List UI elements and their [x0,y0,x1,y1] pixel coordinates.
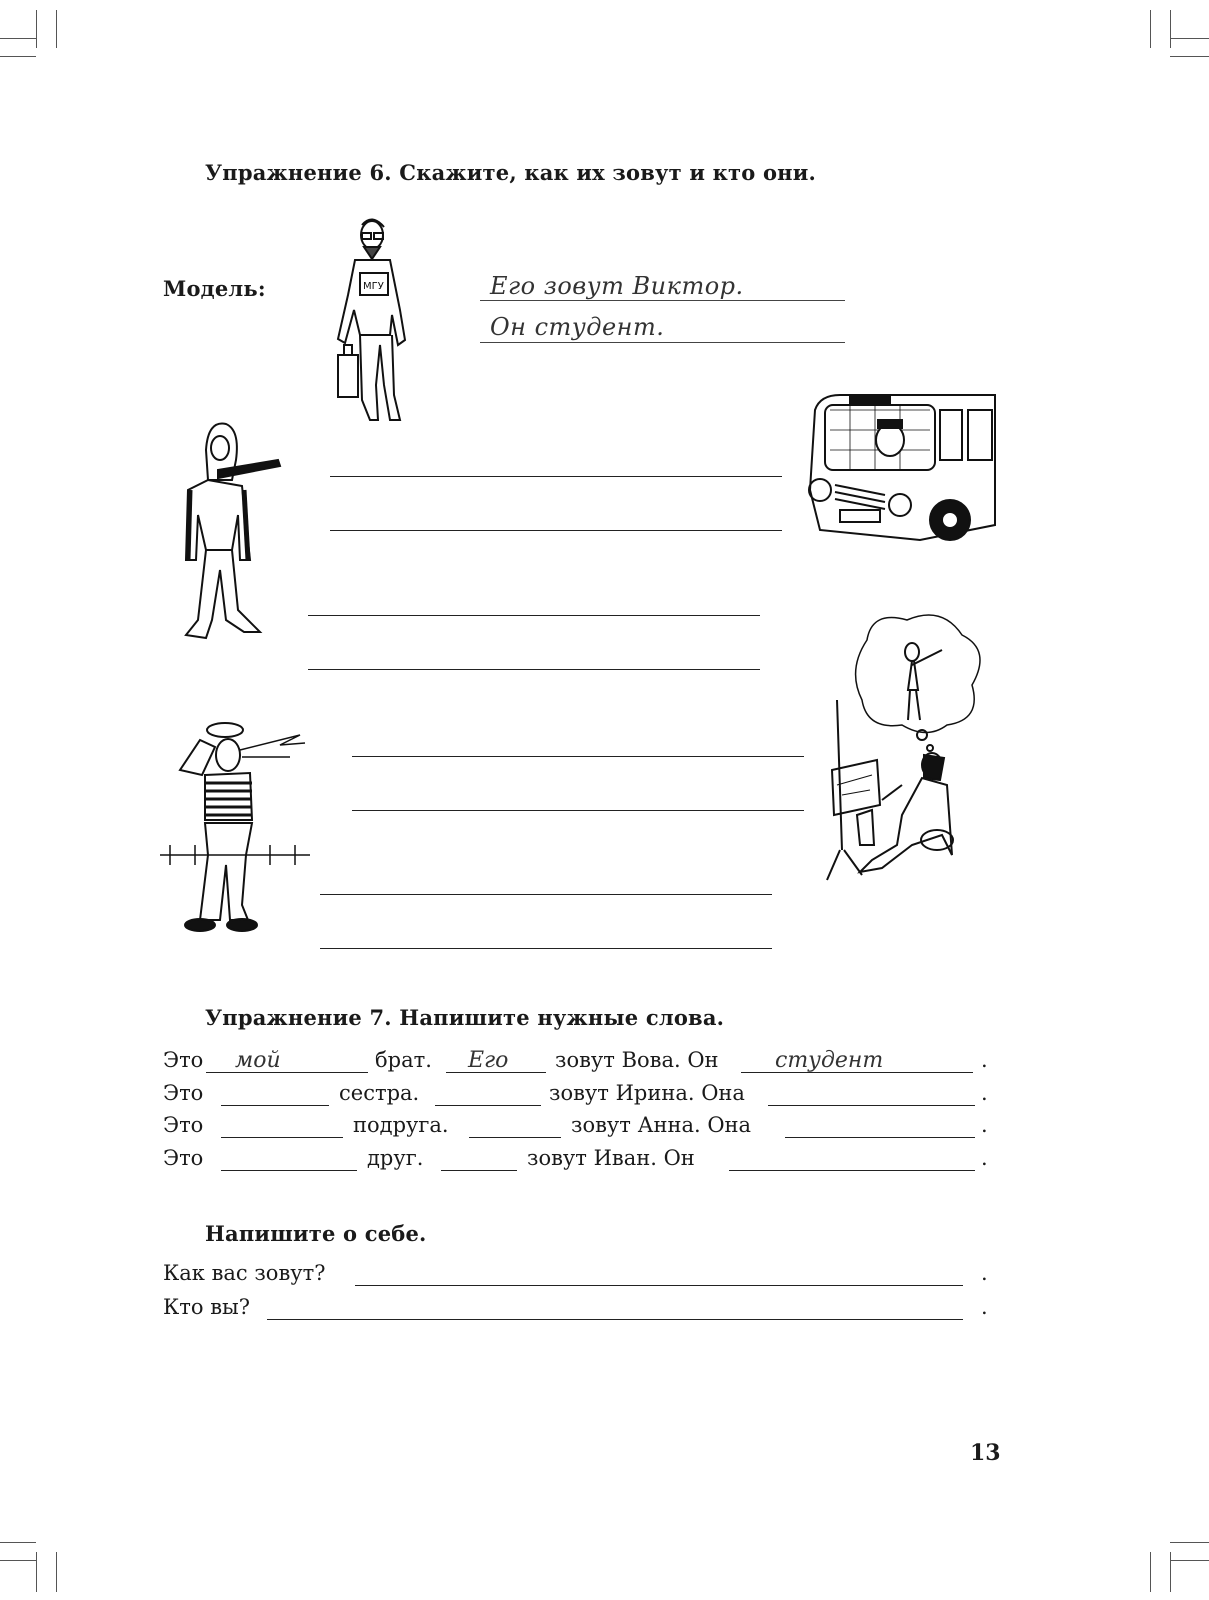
word: Это [163,1048,204,1072]
period: . [981,1113,988,1137]
crop-mark [1170,10,1171,48]
model-answer-2: Он студент. [490,313,665,341]
crop-mark [1170,38,1209,39]
model-answer-1: Его зовут Виктор. [490,272,744,300]
fill-blank[interactable] [221,1170,357,1171]
crop-mark [1170,56,1209,57]
artist-illustration [812,610,992,895]
crop-mark [0,38,36,39]
word: Это [163,1081,204,1105]
sailor-illustration [160,715,310,950]
crop-mark [0,56,36,57]
crop-mark [1170,1552,1171,1592]
handwritten-fill: студент [775,1048,884,1073]
word: друг. [367,1146,424,1170]
model-label: Модель: [163,276,266,301]
flutist-illustration [178,420,298,660]
bus-driver-illustration [800,390,1000,560]
fill-blank[interactable] [729,1170,975,1171]
model-line-1 [480,300,845,301]
crop-mark [0,1542,36,1543]
answer-line[interactable] [352,810,804,811]
fill-blank[interactable] [785,1137,975,1138]
answer-line[interactable] [330,476,782,477]
crop-mark [36,1552,37,1592]
answer-line[interactable] [320,894,772,895]
word: подруга. [353,1113,449,1137]
answer-name-line[interactable] [355,1285,963,1286]
crop-mark [1150,10,1151,48]
crop-mark [0,1560,36,1561]
fill-blank[interactable] [221,1137,343,1138]
handwritten-fill: мой [235,1048,281,1073]
student-illustration [330,215,440,440]
answer-line[interactable] [330,530,782,531]
question-who: Кто вы? [163,1295,250,1319]
period: . [981,1048,988,1072]
fill-blank[interactable] [469,1137,561,1138]
about-self-heading: Напишите о себе. [205,1221,427,1246]
word: зовут Вова. Он [555,1048,719,1072]
exercise-6-heading: Упражнение 6. Скажите, как их зовут и кто они. [205,160,817,185]
answer-line[interactable] [320,948,772,949]
word: зовут Ирина. Она [549,1081,745,1105]
crop-mark [1150,1552,1151,1592]
answer-line[interactable] [352,756,804,757]
fill-blank[interactable] [221,1105,329,1106]
period: . [981,1081,988,1105]
word: Это [163,1113,204,1137]
period: . [981,1146,988,1170]
word: зовут Анна. Она [571,1113,752,1137]
fill-blank[interactable] [435,1105,541,1106]
page-number: 13 [970,1440,1001,1466]
answer-who-line[interactable] [267,1319,963,1320]
fill-blank[interactable] [206,1072,368,1073]
question-name-row [163,1261,993,1291]
exercise-7-row-4 [163,1146,993,1176]
crop-mark [1170,1560,1209,1561]
period: . [981,1261,988,1285]
word: Это [163,1146,204,1170]
crop-mark [36,10,37,48]
model-line-2 [480,342,845,343]
handwritten-fill: Его [468,1048,509,1073]
exercise-7-row-1 [163,1048,993,1078]
question-who-row [163,1295,993,1325]
word: брат. [375,1048,432,1072]
crop-mark [1170,1542,1209,1543]
word: зовут Иван. Он [527,1146,695,1170]
fill-blank[interactable] [441,1170,517,1171]
fill-blank[interactable] [768,1105,975,1106]
period: . [981,1295,988,1319]
answer-line[interactable] [308,669,760,670]
crop-mark [56,10,57,48]
crop-mark [56,1552,57,1592]
exercise-7-row-3 [163,1113,993,1143]
answer-line[interactable] [308,615,760,616]
exercise-7-row-2 [163,1081,993,1111]
exercise-7-heading: Упражнение 7. Напишите нужные слова. [205,1005,725,1030]
word: сестра. [339,1081,420,1105]
question-name: Как вас зовут? [163,1261,326,1285]
shirt-text: МГУ [363,281,384,292]
